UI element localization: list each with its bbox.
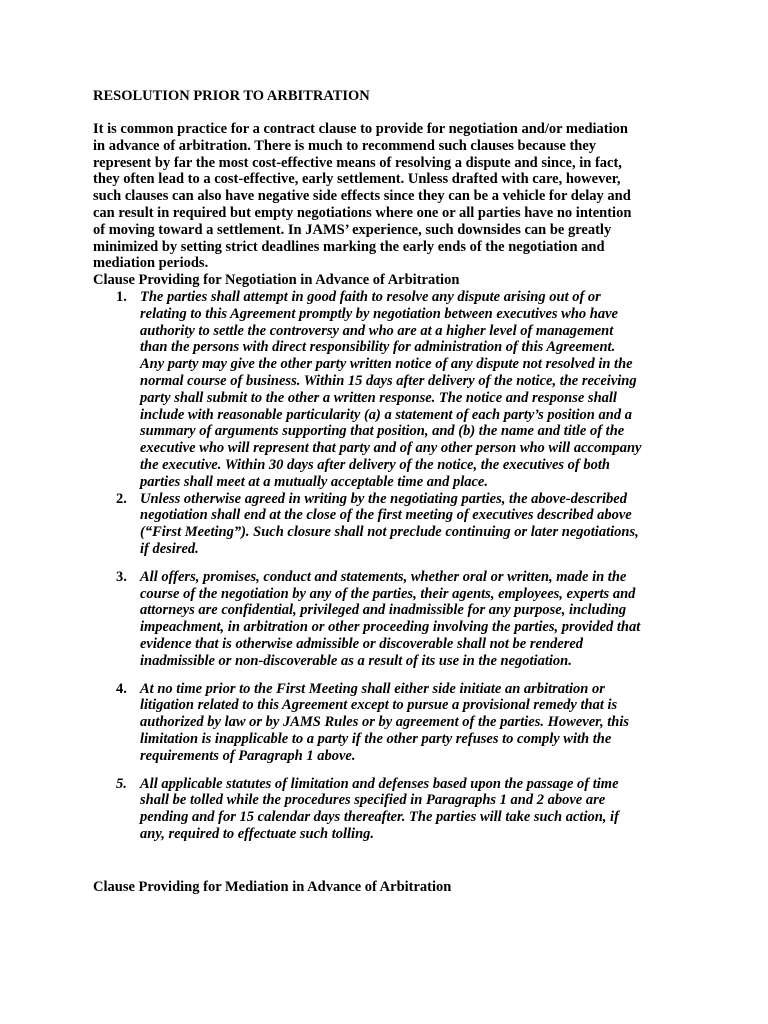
- mediation-clause-heading: Clause Providing for Mediation in Advance of Arbitration: [93, 879, 452, 895]
- intro-line: It is common practice for a contract clause to provide for negotiation and/or mediation: [93, 121, 628, 137]
- clause-line: The parties shall attempt in good faith to resolve any dispute arising out of or: [140, 289, 601, 305]
- intro-line: they often lead to a cost-effective, early settlement. Unless drafted with care, however,: [93, 171, 621, 188]
- clause-line: the executive. Within 30 days after delivery of the notice, the executives of both: [140, 456, 610, 473]
- clause-item-1: [93, 289, 693, 491]
- clause-line: party shall submit to the other a written response. The notice and response shall: [140, 389, 617, 406]
- intro-line: represent by far the most cost-effective means of resolving a dispute and since, in fact,: [93, 154, 622, 171]
- clause-line: (“First Meeting”). Such closure shall not preclude continuing or later negotiations,: [140, 524, 639, 541]
- clause-line: shall be tolled while the procedures specified in Paragraphs 1 and 2 above are: [140, 792, 606, 809]
- clause-number: 3.: [116, 568, 127, 585]
- clause-line: attorneys are confidential, privileged and inadmissible for any purpose, including: [140, 602, 627, 619]
- clause-line: Unless otherwise agreed in writing by the negotiating parties, the above-described: [140, 490, 627, 507]
- clause-line: requirements of Paragraph 1 above.: [140, 747, 356, 764]
- clause-line: include with reasonable particularity (a) a statement of each party’s position and a: [140, 406, 632, 423]
- clause-line: relating to this Agreement promptly by negotiation between executives who have: [140, 305, 618, 322]
- clause-line: pending and for 15 calendar days thereafter. The parties will take such action, if: [140, 809, 619, 826]
- clause-line: normal course of business. Within 15 days after delivery of the notice, the receiving: [140, 372, 637, 389]
- intro-line: mediation periods.: [93, 255, 209, 272]
- clause-number: 1.: [116, 289, 127, 305]
- clause-item-2: [93, 491, 693, 558]
- clause-line: At no time prior to the First Meeting shall either side initiate an arbitration or: [140, 680, 605, 697]
- clause-line: impeachment, in arbitration or other proceeding involving the parties, provided that: [140, 619, 641, 636]
- document-title: RESOLUTION PRIOR TO ARBITRATION: [93, 88, 370, 104]
- clause-item-5: [93, 776, 693, 843]
- clause-list: [93, 289, 693, 843]
- intro-paragraph: [93, 121, 693, 272]
- clause-number: 4.: [116, 680, 127, 697]
- clause-line: litigation related to this Agreement except to pursue a provisional remedy that is: [140, 697, 618, 714]
- clause-line: All applicable statutes of limitation and defenses based upon the passage of time: [140, 775, 619, 792]
- clause-line: evidence that is otherwise admissible or discoverable shall not be rendered: [140, 635, 584, 652]
- clause-line: if desired.: [140, 540, 199, 557]
- clause-line: negotiation shall end at the close of the first meeting of executives described above: [140, 507, 632, 524]
- clause-line: authorized by law or by JAMS Rules or by agreement of the parties. However, this: [140, 714, 629, 731]
- clause-line: inadmissible or non-discoverable as a result of its use in the negotiation.: [140, 652, 572, 669]
- negotiation-clause-heading: Clause Providing for Negotiation in Advance of Arbitration: [93, 272, 460, 288]
- intro-line: minimized by setting strict deadlines marking the early ends of the negotiation and: [93, 238, 605, 255]
- clause-line: course of the negotiation by any of the parties, their agents, employees, experts and: [140, 585, 636, 602]
- clause-number: 5.: [116, 775, 127, 792]
- intro-line: of moving toward a settlement. In JAMS’ experience, such downsides can be greatly: [93, 221, 612, 238]
- clause-line: limitation is inapplicable to a party if the other party refuses to comply with the: [140, 730, 612, 747]
- clause-number: 2.: [116, 490, 127, 507]
- clause-item-4: [93, 681, 693, 765]
- intro-line: can result in required but empty negotiations where one or all parties have no intention: [93, 204, 632, 221]
- clause-line: authority to settle the controversy and who are at a higher level of management: [140, 322, 614, 339]
- clause-line: than the persons with direct responsibility for administration of this Agreement.: [140, 339, 616, 356]
- clause-line: executive who will represent that party and of any other person who will accompany: [140, 440, 642, 457]
- clause-line: any, required to effectuate such tolling.: [140, 825, 375, 842]
- clause-line: All offers, promises, conduct and statements, whether oral or written, made in the: [140, 568, 627, 585]
- clause-item-3: [93, 569, 693, 670]
- intro-line: in advance of arbitration. There is much to recommend such clauses because they: [93, 137, 597, 154]
- clause-line: parties shall meet at a mutually acceptable time and place.: [140, 473, 488, 490]
- intro-line: such clauses can also have negative side effects since they can be a vehicle for delay and: [93, 188, 631, 205]
- clause-line: Any party may give the other party written notice of any dispute not resolved in the: [140, 356, 633, 373]
- clause-line: summary of arguments supporting that position, and (b) the name and title of the: [140, 423, 625, 440]
